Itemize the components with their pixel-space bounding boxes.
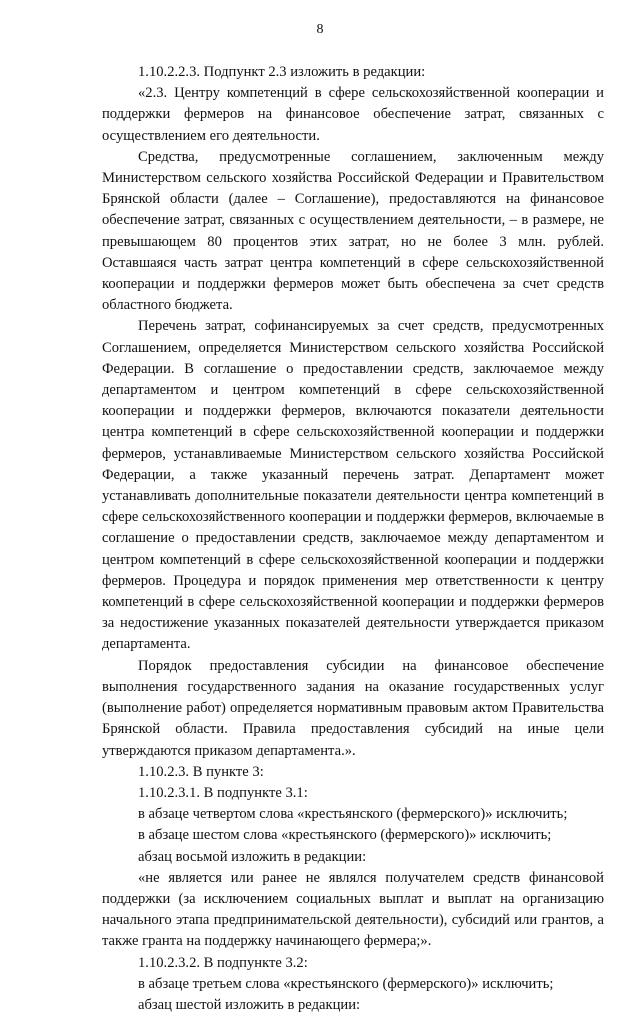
paragraph-item: абзац шестой изложить в редакции: — [138, 996, 361, 1013]
paragraph-item: в абзаце четвертом слова «крестьянского (фермерского)» исключить; — [138, 806, 568, 823]
paragraph-quote-eligibility: «не является или ранее не являлся получателем средств финансовой поддержки (за исключением социальных выплат и выплат на организацию начального этапа предпринимательской деятельности), субсидий или грантов, а также гранта на поддержку начинающего фермера;». — [102, 869, 604, 950]
paragraph-cost-list: Перечень затрат, софинансируемых за счет средств, предусмотренных Соглашением, определяется Министерством сельского хозяйства Российской Федерации. В соглашение о предоставлении средств, заключаемое между департаментом и центром компетенций в сфере сельскохозяйственной кооперации и поддержки фермеров, включаются показатели деятельности центра компетенций в сфере сельскохозяйственной кооперации и поддержки фермеров, устанавливаемые Министерством сельского хозяйства Российской Федерации, а также указанный перечень затрат. Департамент может устанавливать дополнительные показатели деятельности центра компетенций в сфере сельскохозяйственного кооперации и поддержки фермеров, включаемые в соглашение о предоставлении средств, заключаемое между департаментом и центром компетенций в сфере сельскохозяйственной кооперации и поддержки фермеров. Процедура и порядок применения мер ответственности к центру компетенций в сфере сельскохозяйственной кооперации и поддержки фермеров за недостижение указанных показателей деятельности утверждается приказом департамента. — [102, 318, 604, 653]
paragraph-item: абзац восьмой изложить в редакции: — [138, 848, 367, 865]
paragraph-quote-start: «2.3. Центру компетенций в сфере сельскохозяйственной кооперации и поддержки фермеров на финансовое обеспечение затрат, связанных с осуществлением его деятельности. — [102, 85, 604, 144]
document-body — [102, 62, 604, 1016]
paragraph-item: 1.10.2.3. В пункте 3: — [138, 763, 264, 780]
paragraph-item: в абзаце третьем слова «крестьянского (фермерского)» исключить; — [138, 975, 554, 992]
paragraph-item-heading: 1.10.2.2.3. Подпункт 2.3 изложить в редакции: — [138, 64, 426, 80]
page-number: 8 — [316, 22, 324, 37]
paragraph-funding: Средства, предусмотренные соглашением, заключенным между Министерством сельского хозяйства Российской Федерации и Правительством Брянской области (далее – Соглашение), предоставляются на финансовое обеспечение затрат, связанных с осуществлением деятельности, – в размере, не превышающем 80 процентов этих затрат, но не более 3 млн. рублей. Оставшаяся часть затрат центра компетенций в сфере сельскохозяйственной кооперации и поддержки фермеров может быть обеспечена за счет средств областного бюджета. — [102, 148, 604, 314]
paragraph-item: 1.10.2.3.2. В подпункте 3.2: — [138, 954, 308, 971]
paragraph-subsidy-order: Порядок предоставления субсидии на финансовое обеспечение выполнения государственного задания на оказание государственных услуг (выполнение работ) определяется нормативным правовым актом Правительства Брянской области. Правила предоставления субсидий на иные цели утверждаются приказом департамента.». — [102, 657, 604, 759]
paragraph-item: 1.10.2.3.1. В подпункте 3.1: — [138, 784, 308, 801]
paragraph-item: в абзаце шестом слова «крестьянского (фермерского)» исключить; — [138, 827, 552, 844]
